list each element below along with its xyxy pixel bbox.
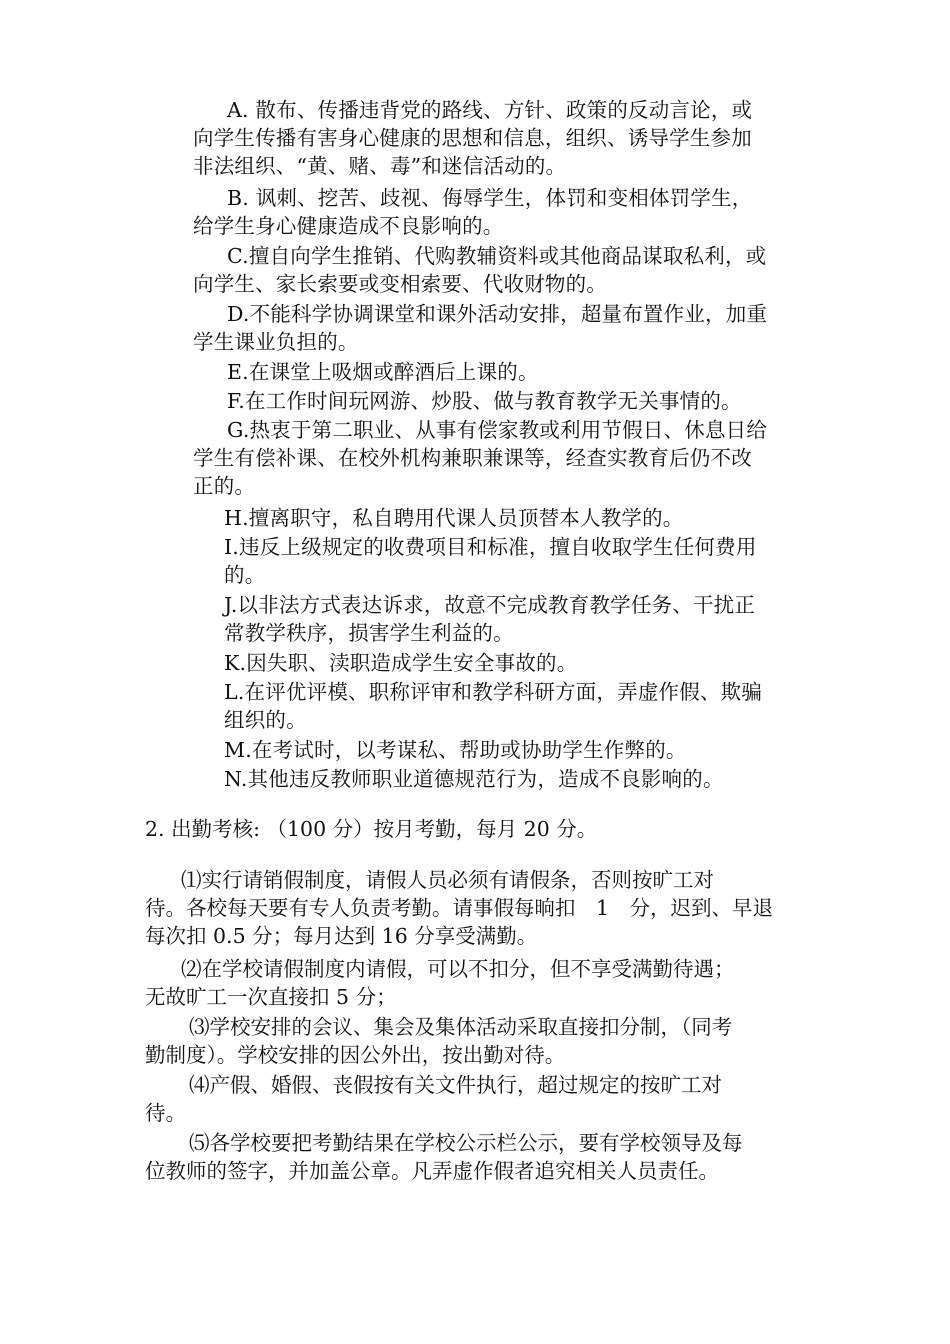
attendance-rule-4: ⑷产假、婚假、丧假按有关文件执行，超过规定的按旷工对 待。 [145,1073,722,1125]
item-b: B. 讽刺、挖苦、歧视、侮辱学生，体罚和变相体罚学生， 给学生身心健康造成不良影响的。 [193,186,753,238]
attendance-rule-3: ⑶学校安排的会议、集会及集体活动采取直接扣分制，（同考 勤制度）。学校安排的因公外出，按出勤对待。 [145,1015,733,1067]
item-e: E.在课堂上吸烟或醉酒后上课的。 [227,360,539,384]
item-h: H.擅离职守，私自聘用代课人员顶替本人教学的。 [224,506,684,530]
item-g: G.热衷于第二职业、从事有偿家教或利用节假日、休息日给 学生有偿补课、在校外机构兼职兼课等，经查实教育后仍不改 正的。 [193,418,768,498]
item-i: I.违反上级规定的收费项目和标准，擅自收取学生任何费用 的。 [224,535,757,587]
item-m: M.在考试时，以考谋私、帮助或协助学生作弊的。 [224,738,687,762]
attendance-rule-1: ⑴实行请销假制度，请假人员必须有请假条，否则按旷工对 待。各校每天要有专人负责考勤。请事假每晌扣 1 分，迟到、早退 每次扣 0.5 分；每月达到 16 分享受满勤。 [145,868,774,948]
item-j: J.以非法方式表达诉求，故意不完成教育教学任务、干扰正 常教学秩序，损害学生利益的。 [224,593,756,645]
item-n: N.其他违反教师职业道德规范行为，造成不良影响的。 [224,767,724,791]
item-d: D.不能科学协调课堂和课外活动安排，超量布置作业，加重 学生课业负担的。 [193,302,768,354]
item-f: F.在工作时间玩网游、炒股、做与教育教学无关事情的。 [227,389,742,413]
attendance-rule-5: ⑸各学校要把考勤结果在学校公示栏公示，要有学校领导及每 位教师的签字，并加盖公章。凡弄虚作假者追究相关人员责任。 [145,1131,743,1183]
section-2-title: 2. 出勤考核: （100 分）按月考勤，每月 20 分。 [145,817,598,841]
item-c: C.擅自向学生推销、代购教辅资料或其他商品谋取私利，或 向学生、家长索要或变相索要、代收财物的。 [193,244,767,296]
item-k: K.因失职、渎职造成学生安全事故的。 [224,651,578,675]
attendance-rule-2: ⑵在学校请假制度内请假，可以不扣分，但不享受满勤待遇； 无故旷工一次直接扣 5 分； [145,957,735,1009]
item-a: A. 散布、传播违背党的路线、方针、政策的反动言论，或 向学生传播有害身心健康的思想和信息，组织、诱导学生参加 非法组织、“黄、赌、毒”和迷信活动的。 [193,98,753,178]
item-l: L.在评优评模、职称评审和教学科研方面，弄虚作假、欺骗 组织的。 [224,680,763,732]
